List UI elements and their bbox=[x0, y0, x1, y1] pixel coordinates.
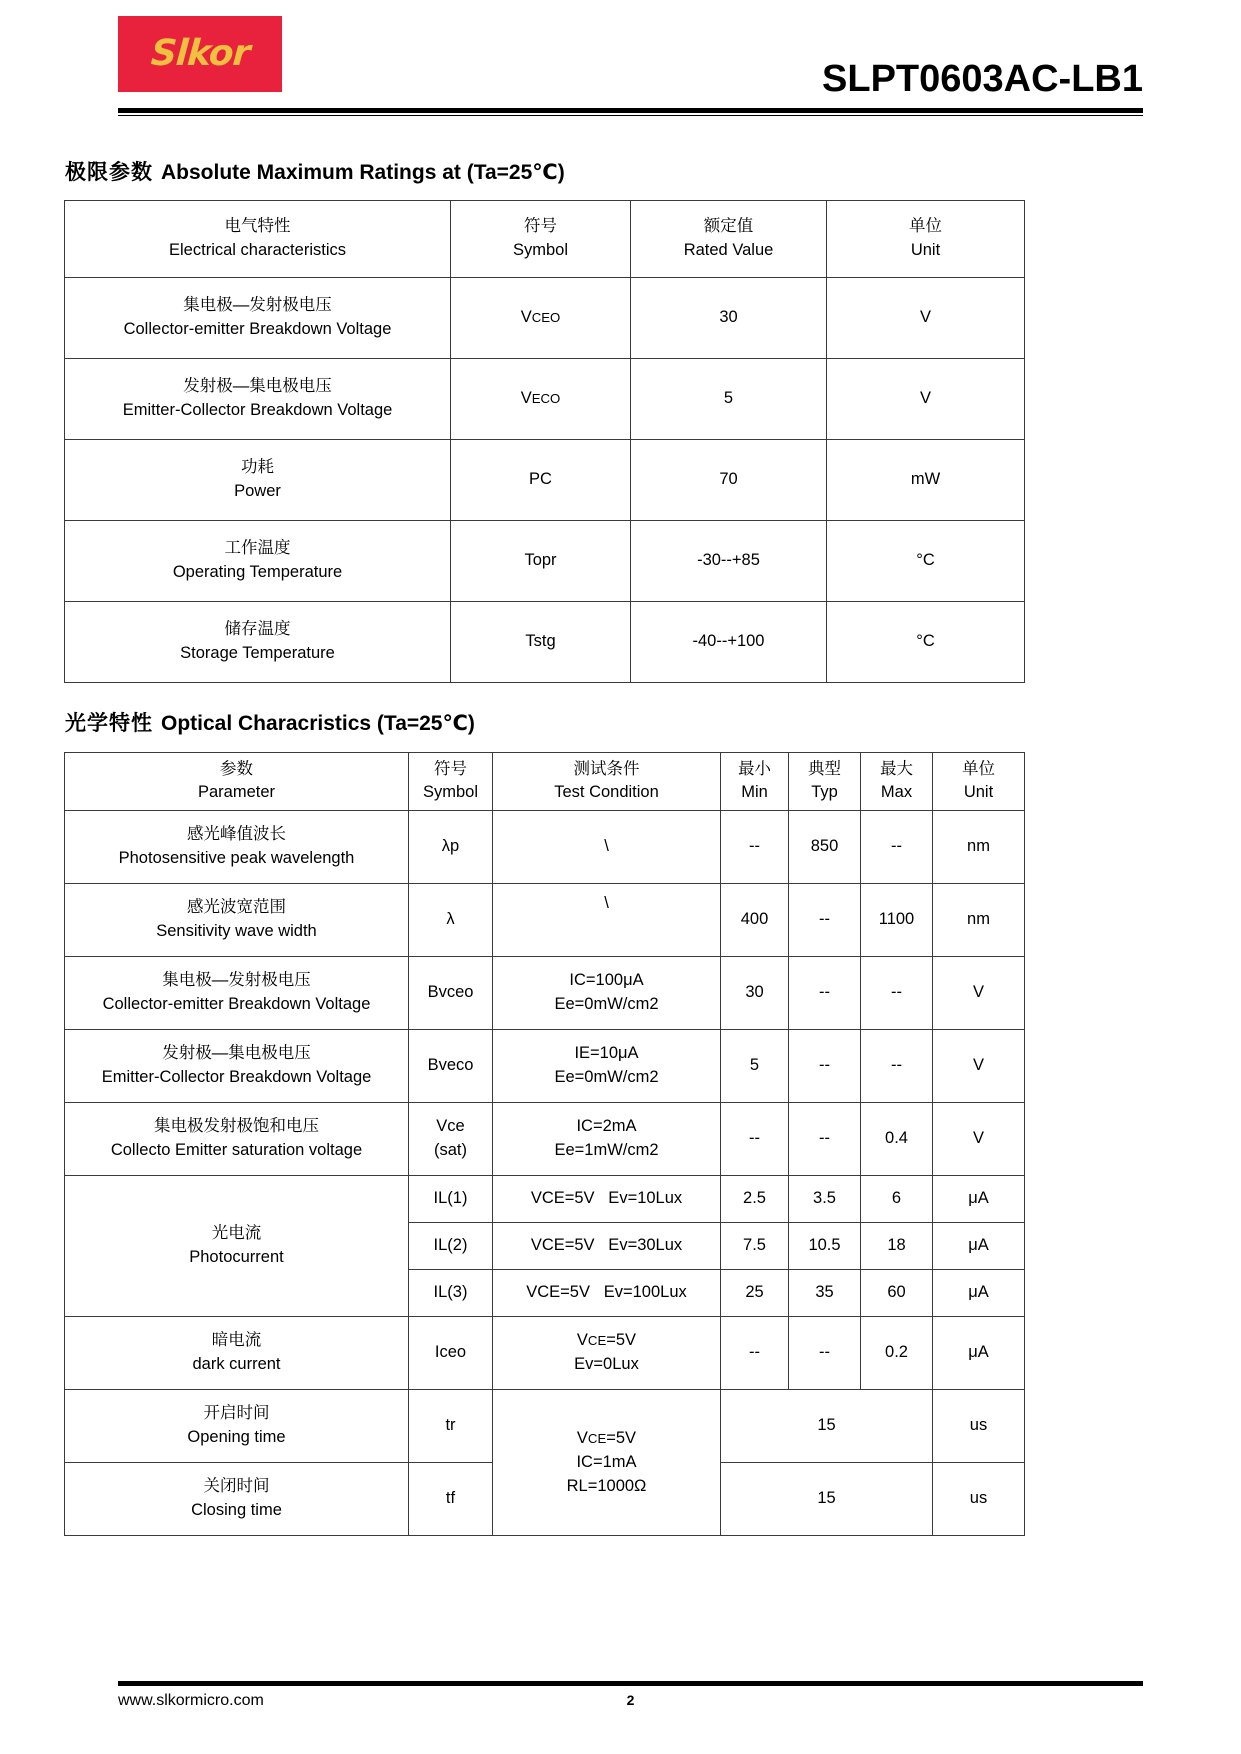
cell-unit: V bbox=[827, 278, 1025, 359]
cell-description bbox=[65, 359, 451, 440]
section-title-optical bbox=[65, 711, 1143, 737]
cell-typ: 850 bbox=[789, 811, 861, 884]
cell-unit: μA bbox=[933, 1223, 1025, 1270]
desc-cn: 光电流 bbox=[211, 1224, 262, 1243]
table-row-bvceo bbox=[65, 957, 1025, 1030]
cell-description bbox=[65, 1317, 409, 1390]
cell-typ: 3.5 bbox=[789, 1176, 861, 1223]
cell-test-condition bbox=[493, 1103, 721, 1176]
cond-line-2: IC=1mA bbox=[576, 1452, 637, 1471]
desc-en: Emitter-Collector Breakdown Voltage bbox=[101, 1068, 372, 1087]
cell-description-photocurrent bbox=[65, 1176, 409, 1317]
cell-unit: μA bbox=[933, 1270, 1025, 1317]
cell-min: -- bbox=[721, 1103, 789, 1176]
cell-description bbox=[65, 1103, 409, 1176]
header-cn: 测试条件 bbox=[573, 759, 640, 778]
cond-line-3: RL=1000Ω bbox=[566, 1476, 647, 1495]
header-en: Min bbox=[741, 783, 768, 802]
desc-cn: 功耗 bbox=[241, 458, 274, 477]
cell-test-condition: VCE=5V Ev=10Lux bbox=[493, 1176, 721, 1223]
header-cn: 单位 bbox=[909, 217, 942, 236]
symbol-sub: ECO bbox=[531, 391, 561, 407]
header-cn: 单位 bbox=[962, 759, 995, 778]
cell-unit: nm bbox=[933, 884, 1025, 957]
cell-description bbox=[65, 278, 451, 359]
cell-description bbox=[65, 811, 409, 884]
cell-unit: μA bbox=[933, 1317, 1025, 1390]
header-en: Unit bbox=[963, 783, 994, 802]
cell-unit: °C bbox=[827, 602, 1025, 683]
cell-symbol bbox=[409, 1103, 493, 1176]
header-cell-symbol bbox=[451, 201, 631, 278]
cell-description bbox=[65, 440, 451, 521]
cell-max: -- bbox=[861, 957, 933, 1030]
cell-typ: -- bbox=[789, 1030, 861, 1103]
table-row bbox=[65, 602, 1025, 683]
desc-en: Emitter-Collector Breakdown Voltage bbox=[122, 401, 393, 420]
table-header-row bbox=[65, 201, 1025, 278]
desc-cn: 感光峰值波长 bbox=[187, 825, 286, 844]
cell-test-condition: VCE=5V Ev=30Lux bbox=[493, 1223, 721, 1270]
header-en: Max bbox=[880, 783, 913, 802]
cond-line-2: Ev=0Lux bbox=[574, 1355, 639, 1374]
header-cell-max bbox=[861, 752, 933, 811]
table-row bbox=[65, 440, 1025, 521]
cell-min: 7.5 bbox=[721, 1223, 789, 1270]
desc-en: Opening time bbox=[187, 1428, 286, 1447]
cell-unit: °C bbox=[827, 521, 1025, 602]
cell-symbol: tr bbox=[409, 1390, 493, 1463]
footer-divider bbox=[118, 1681, 1143, 1686]
header-cn: 典型 bbox=[808, 759, 841, 778]
cell-symbol: Iceo bbox=[409, 1317, 493, 1390]
desc-en: Collector-emitter Breakdown Voltage bbox=[123, 320, 392, 339]
symbol-main: V bbox=[520, 389, 532, 408]
cell-typ: -- bbox=[789, 957, 861, 1030]
cond-line-1 bbox=[496, 1427, 717, 1451]
header-en: Symbol bbox=[422, 783, 479, 802]
cell-min: -- bbox=[721, 1317, 789, 1390]
cond-line-2: Ee=1mW/cm2 bbox=[554, 1141, 659, 1160]
section-title-absolute-max bbox=[65, 160, 1143, 186]
header-cell-symbol bbox=[409, 752, 493, 811]
desc-en: Photocurrent bbox=[189, 1248, 284, 1267]
table-row-peak-wavelength bbox=[65, 811, 1025, 884]
cond-v: V bbox=[576, 1331, 588, 1350]
desc-cn: 暗电流 bbox=[211, 1331, 262, 1350]
cell-typ: -- bbox=[789, 1103, 861, 1176]
cell-symbol: Bvceo bbox=[409, 957, 493, 1030]
table-row-opening-time bbox=[65, 1390, 1025, 1463]
cell-value: 5 bbox=[631, 359, 827, 440]
cell-symbol: IL(2) bbox=[409, 1223, 493, 1270]
desc-cn: 关闭时间 bbox=[203, 1477, 270, 1496]
header-cn: 符号 bbox=[524, 217, 557, 236]
desc-cn: 集电极—发射极电压 bbox=[183, 296, 332, 315]
cell-min: -- bbox=[721, 811, 789, 884]
header-cell-characteristics bbox=[65, 201, 451, 278]
cell-symbol: Topr bbox=[451, 521, 631, 602]
desc-en: Photosensitive peak wavelength bbox=[118, 849, 355, 868]
desc-en: Collector-emitter Breakdown Voltage bbox=[102, 995, 371, 1014]
section-title-en: Absolute Maximum Ratings at (Ta=25℃) bbox=[161, 161, 565, 184]
header-cell-unit bbox=[827, 201, 1025, 278]
table-row-photocurrent-1 bbox=[65, 1176, 1025, 1223]
cell-description bbox=[65, 957, 409, 1030]
cell-description bbox=[65, 884, 409, 957]
header-cell-test-condition bbox=[493, 752, 721, 811]
cell-min: 25 bbox=[721, 1270, 789, 1317]
cell-symbol: λp bbox=[409, 811, 493, 884]
header-en: Unit bbox=[910, 241, 941, 260]
table-row-dark-current bbox=[65, 1317, 1025, 1390]
table-row bbox=[65, 521, 1025, 602]
cell-description bbox=[65, 1463, 409, 1536]
cell-unit: nm bbox=[933, 811, 1025, 884]
section-title-cn: 光学特性 bbox=[65, 712, 153, 736]
cell-unit: V bbox=[933, 1103, 1025, 1176]
cell-symbol: Bveco bbox=[409, 1030, 493, 1103]
cell-value: 30 bbox=[631, 278, 827, 359]
desc-en: Storage Temperature bbox=[180, 644, 335, 663]
desc-cn: 开启时间 bbox=[203, 1404, 270, 1423]
cell-unit: mW bbox=[827, 440, 1025, 521]
desc-en: dark current bbox=[192, 1355, 281, 1374]
page-content bbox=[64, 116, 1143, 1536]
table-row bbox=[65, 278, 1025, 359]
cond-line-1: IC=100μA bbox=[569, 971, 644, 990]
page-footer bbox=[118, 1681, 1143, 1718]
cond-v-sub: CE bbox=[587, 1430, 607, 1446]
cell-symbol: Tstg bbox=[451, 602, 631, 683]
cell-symbol: IL(1) bbox=[409, 1176, 493, 1223]
header-cn: 参数 bbox=[220, 759, 253, 778]
cond-line-1: IE=10μA bbox=[574, 1044, 639, 1063]
symbol-line-1: Vce bbox=[436, 1117, 465, 1136]
cell-max: -- bbox=[861, 811, 933, 884]
cell-description bbox=[65, 1390, 409, 1463]
slkor-logo bbox=[118, 16, 282, 92]
symbol-line-2: (sat) bbox=[434, 1141, 467, 1160]
desc-en: Operating Temperature bbox=[172, 563, 343, 582]
cell-unit: us bbox=[933, 1390, 1025, 1463]
cell-min: 5 bbox=[721, 1030, 789, 1103]
page-number: 2 bbox=[626, 1692, 635, 1708]
logo-text: Slkor bbox=[149, 33, 251, 74]
cell-value-merged: 15 bbox=[721, 1463, 933, 1536]
cell-description bbox=[65, 521, 451, 602]
desc-en: Power bbox=[234, 482, 281, 501]
cell-symbol bbox=[451, 278, 631, 359]
cell-symbol: λ bbox=[409, 884, 493, 957]
cond-v-sub: CE bbox=[587, 1333, 607, 1349]
cell-symbol: tf bbox=[409, 1463, 493, 1536]
header-cell-rated-value bbox=[631, 201, 827, 278]
desc-en: Closing time bbox=[191, 1501, 282, 1520]
cell-max: 0.2 bbox=[861, 1317, 933, 1390]
cell-max: 0.4 bbox=[861, 1103, 933, 1176]
cond-line-1 bbox=[496, 1329, 717, 1353]
cell-typ: -- bbox=[789, 884, 861, 957]
section-title-cn: 极限参数 bbox=[65, 161, 153, 184]
header-en: Parameter bbox=[197, 783, 276, 802]
cell-symbol bbox=[451, 359, 631, 440]
table-row-sensitivity-width bbox=[65, 884, 1025, 957]
cell-min: 2.5 bbox=[721, 1176, 789, 1223]
cell-test-condition bbox=[493, 1030, 721, 1103]
cell-symbol: PC bbox=[451, 440, 631, 521]
desc-cn: 发射极—集电极电压 bbox=[183, 377, 332, 396]
table-row-bveco bbox=[65, 1030, 1025, 1103]
optical-characteristics-table bbox=[64, 752, 1025, 1537]
desc-cn: 集电极发射极饱和电压 bbox=[154, 1117, 319, 1136]
header-cn: 符号 bbox=[434, 759, 467, 778]
footer-website-link[interactable]: www.slkormicro.com bbox=[118, 1692, 264, 1709]
header-en: Typ bbox=[811, 783, 838, 802]
desc-cn: 工作温度 bbox=[224, 539, 291, 558]
cell-test-condition: \ bbox=[493, 884, 721, 957]
cell-unit: V bbox=[933, 1030, 1025, 1103]
part-number-title: SLPT0603AC-LB1 bbox=[822, 58, 1143, 100]
cond-v: V bbox=[576, 1428, 588, 1447]
table-row bbox=[65, 359, 1025, 440]
cell-symbol: IL(3) bbox=[409, 1270, 493, 1317]
cell-unit: us bbox=[933, 1463, 1025, 1536]
cell-unit: μA bbox=[933, 1176, 1025, 1223]
header-en: Test Condition bbox=[554, 783, 659, 802]
cell-value: 70 bbox=[631, 440, 827, 521]
header-cn: 最小 bbox=[738, 759, 771, 778]
header-cell-unit bbox=[933, 752, 1025, 811]
desc-cn: 集电极—发射极电压 bbox=[162, 971, 311, 990]
table-row-vce-sat bbox=[65, 1103, 1025, 1176]
header-cell-min bbox=[721, 752, 789, 811]
header-cn: 额定值 bbox=[703, 217, 754, 236]
section-title-en: Optical Characristics (Ta=25℃) bbox=[161, 712, 475, 736]
header-divider-thick bbox=[118, 108, 1143, 113]
cell-description bbox=[65, 602, 451, 683]
cond-v-tail: =5V bbox=[606, 1428, 637, 1447]
cell-max: 6 bbox=[861, 1176, 933, 1223]
cell-test-condition: VCE=5V Ev=100Lux bbox=[493, 1270, 721, 1317]
cond-line-2: Ee=0mW/cm2 bbox=[554, 995, 659, 1014]
cell-test-condition bbox=[493, 957, 721, 1030]
cell-value: -40--+100 bbox=[631, 602, 827, 683]
symbol-sub: CEO bbox=[531, 310, 561, 326]
cond-line-1: IC=2mA bbox=[576, 1117, 637, 1136]
desc-cn: 发射极—集电极电压 bbox=[162, 1044, 311, 1063]
cell-min: 30 bbox=[721, 957, 789, 1030]
header-en: Rated Value bbox=[683, 241, 774, 260]
cell-min: 400 bbox=[721, 884, 789, 957]
cell-typ: -- bbox=[789, 1317, 861, 1390]
header-cn: 电气特性 bbox=[224, 217, 291, 236]
desc-cn: 感光波宽范围 bbox=[187, 898, 286, 917]
cell-value: -30--+85 bbox=[631, 521, 827, 602]
header-en: Electrical characteristics bbox=[169, 241, 346, 260]
cell-test-condition bbox=[493, 1317, 721, 1390]
cell-max: 1100 bbox=[861, 884, 933, 957]
page-header bbox=[118, 0, 1143, 108]
desc-en: Sensitivity wave width bbox=[156, 922, 317, 941]
cell-max: 18 bbox=[861, 1223, 933, 1270]
cell-test-condition-switching bbox=[493, 1390, 721, 1536]
cell-typ: 10.5 bbox=[789, 1223, 861, 1270]
cell-typ: 35 bbox=[789, 1270, 861, 1317]
cond-line-2: Ee=0mW/cm2 bbox=[554, 1068, 659, 1087]
cell-value-merged: 15 bbox=[721, 1390, 933, 1463]
desc-cn: 储存温度 bbox=[224, 620, 291, 639]
absolute-maximum-ratings-table bbox=[64, 200, 1025, 683]
cell-unit: V bbox=[827, 359, 1025, 440]
footer-row bbox=[118, 1692, 1143, 1718]
symbol-main: V bbox=[520, 308, 532, 327]
header-cell-parameter bbox=[65, 752, 409, 811]
table-header-row bbox=[65, 752, 1025, 811]
cell-description bbox=[65, 1030, 409, 1103]
header-en: Symbol bbox=[512, 241, 569, 260]
cond-v-tail: =5V bbox=[606, 1331, 637, 1350]
cell-max: 60 bbox=[861, 1270, 933, 1317]
cell-test-condition: \ bbox=[493, 811, 721, 884]
cell-unit: V bbox=[933, 957, 1025, 1030]
header-cn: 最大 bbox=[880, 759, 913, 778]
header-cell-typ bbox=[789, 752, 861, 811]
desc-en: Collecto Emitter saturation voltage bbox=[110, 1141, 363, 1160]
cell-max: -- bbox=[861, 1030, 933, 1103]
